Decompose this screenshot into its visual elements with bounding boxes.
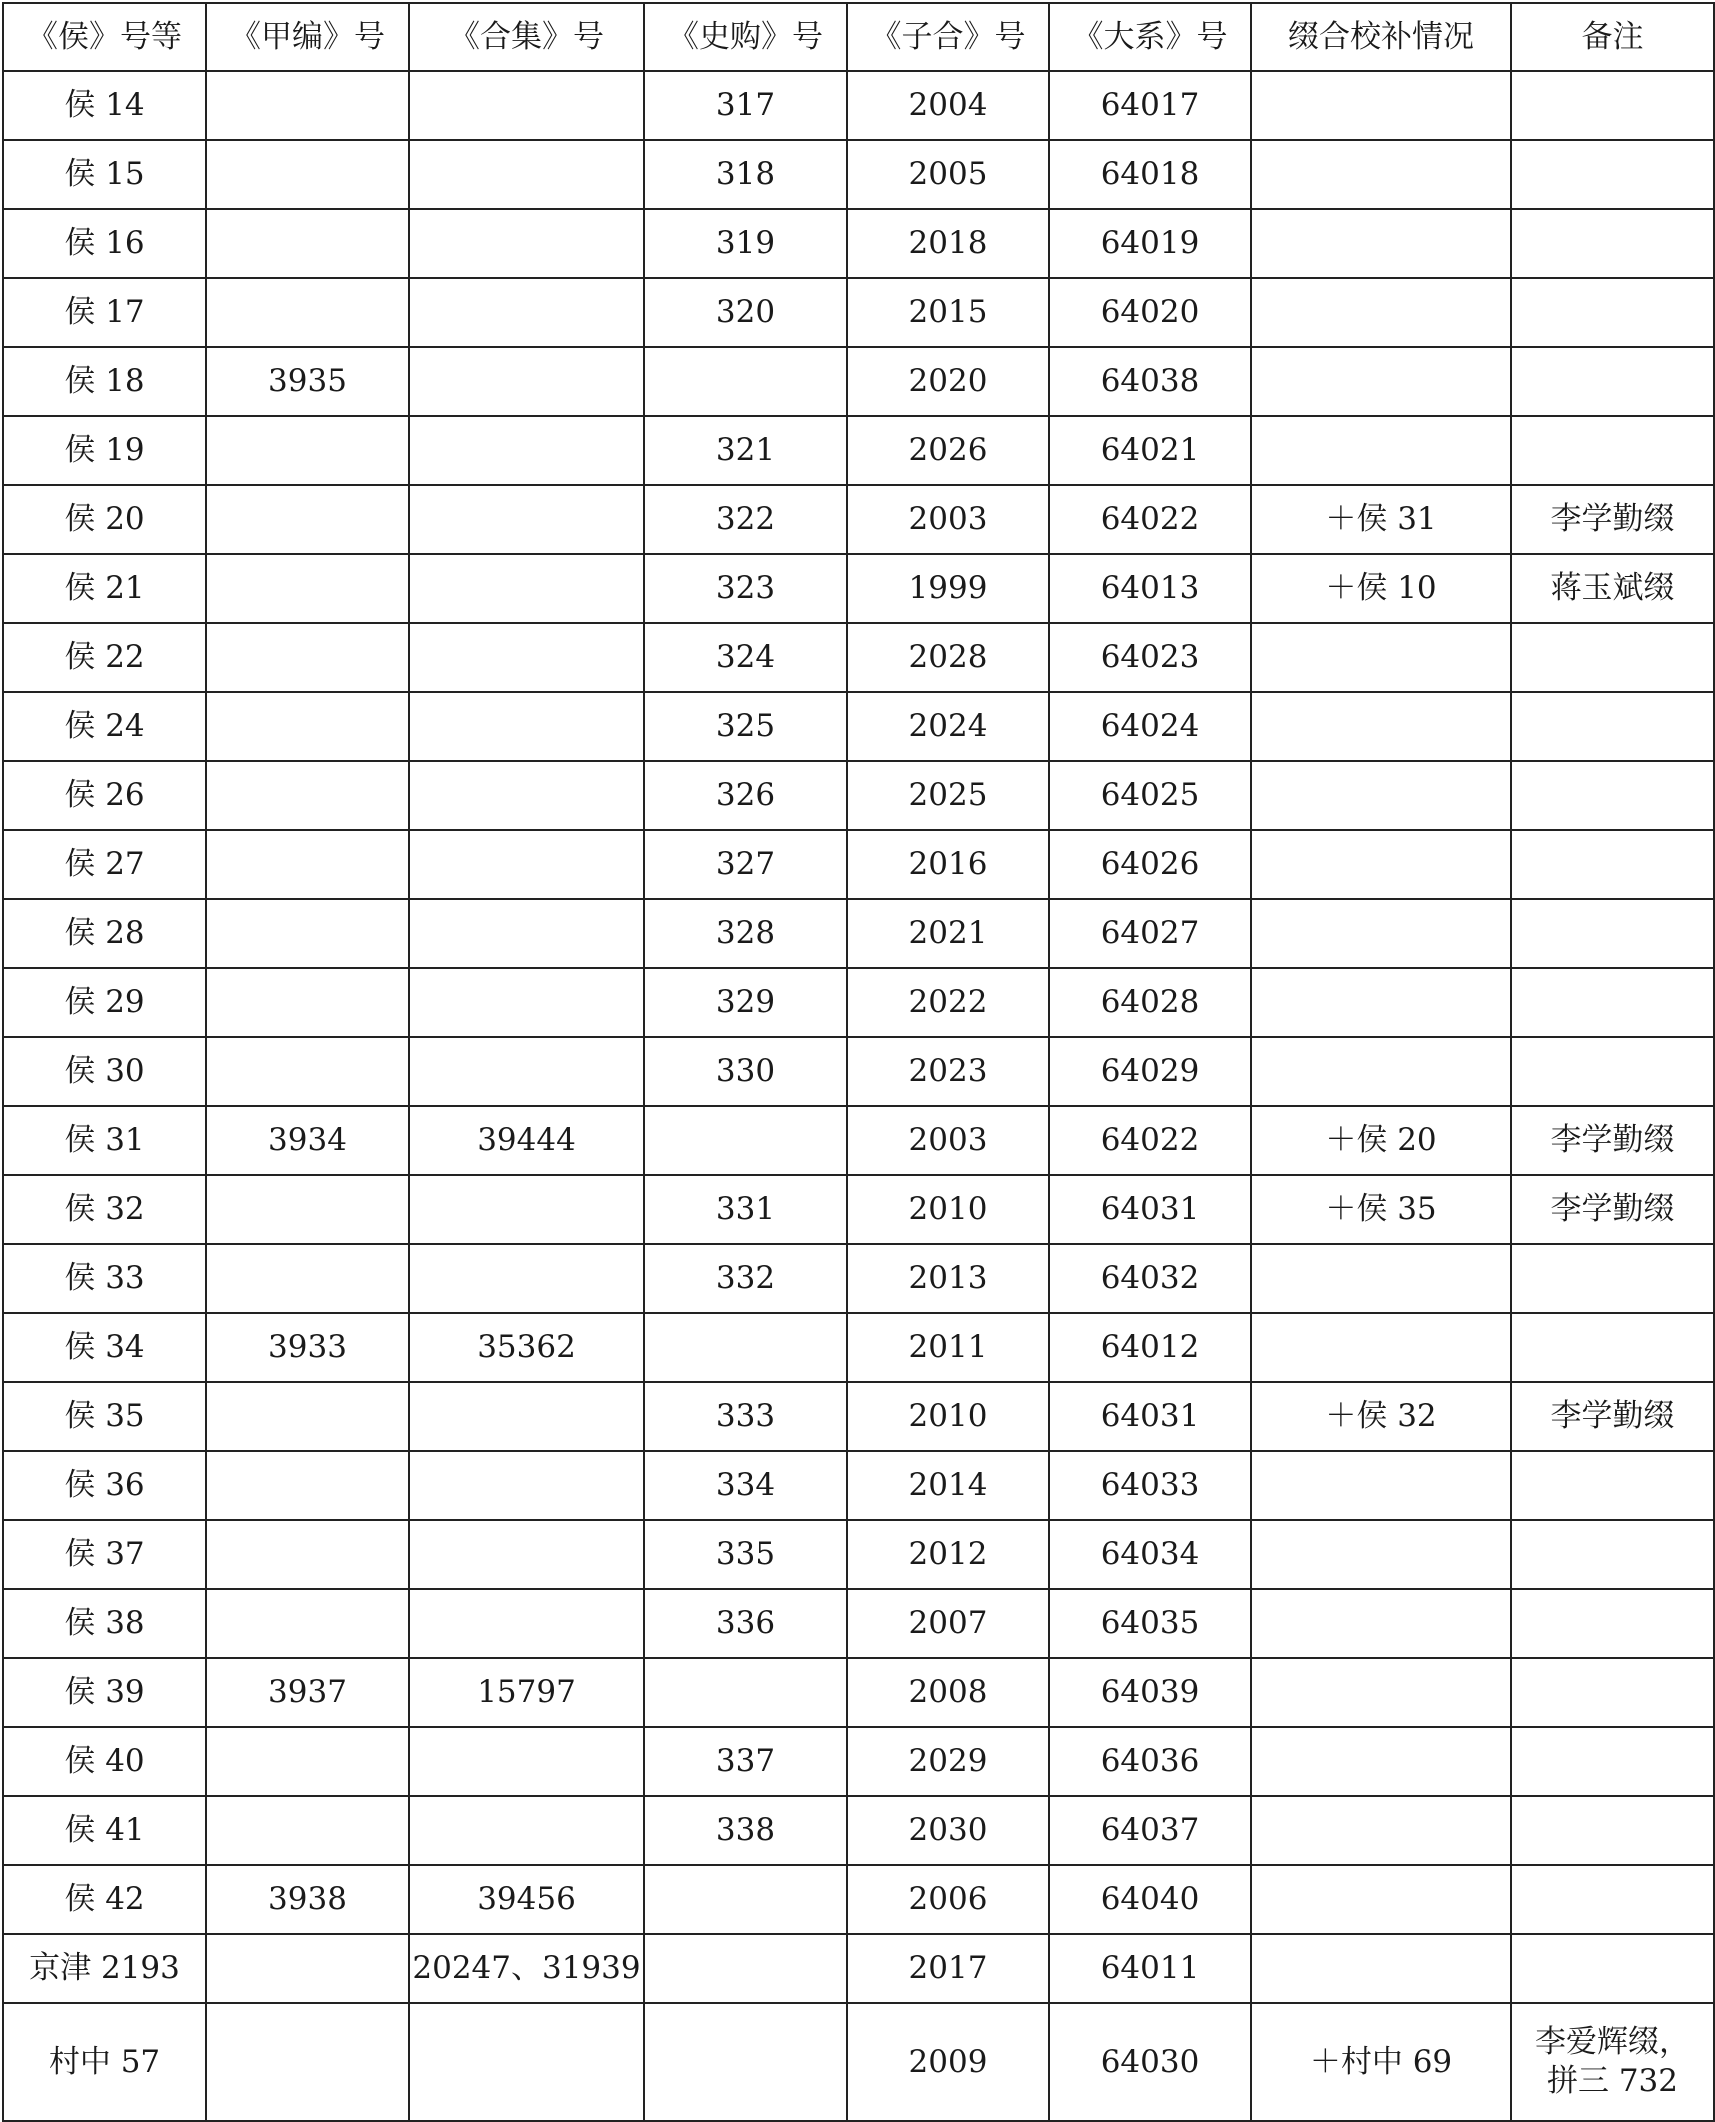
cell-remarks: 李爱辉缀， 拼三 732: [1511, 2003, 1714, 2121]
cell-daxi-number: 64038: [1049, 347, 1251, 416]
cell-heji-number: [409, 899, 644, 968]
cell-zihe-number: 2012: [847, 1520, 1049, 1589]
cell-jiabian-number: 3935: [206, 347, 409, 416]
table-row: [3, 1244, 1714, 1313]
cell-zihe-number: 2030: [847, 1796, 1049, 1865]
cell-jiabian-number: [206, 1520, 409, 1589]
cell-hou-number: 侯 18: [3, 347, 206, 416]
cell-heji-number: [409, 2003, 644, 2121]
cell-heji-number: [409, 830, 644, 899]
cell-daxi-number: 64031: [1049, 1382, 1251, 1451]
cell-shigou-number: 338: [644, 1796, 847, 1865]
table-row: [3, 278, 1714, 347]
cell-heji-number: [409, 140, 644, 209]
cell-jiabian-number: [206, 1727, 409, 1796]
cell-rejoin-notes: [1251, 1313, 1511, 1382]
cell-heji-number: [409, 554, 644, 623]
cell-heji-number: 15797: [409, 1658, 644, 1727]
cell-daxi-number: 64025: [1049, 761, 1251, 830]
cell-jiabian-number: [206, 899, 409, 968]
table-row: [3, 209, 1714, 278]
cell-daxi-number: 64021: [1049, 416, 1251, 485]
cell-hou-number: 侯 22: [3, 623, 206, 692]
cell-hou-number: 侯 27: [3, 830, 206, 899]
cell-zihe-number: 2006: [847, 1865, 1049, 1934]
cell-rejoin-notes: [1251, 1589, 1511, 1658]
table-row: [3, 830, 1714, 899]
cell-daxi-number: 64013: [1049, 554, 1251, 623]
cell-zihe-number: 2018: [847, 209, 1049, 278]
cell-zihe-number: 2014: [847, 1451, 1049, 1520]
cell-daxi-number: 64034: [1049, 1520, 1251, 1589]
cell-remarks: 李学勤缀: [1511, 1382, 1714, 1451]
table-row: [3, 1037, 1714, 1106]
cell-jiabian-number: [206, 416, 409, 485]
cell-shigou-number: 319: [644, 209, 847, 278]
cell-shigou-number: 331: [644, 1175, 847, 1244]
cell-zihe-number: 2023: [847, 1037, 1049, 1106]
cell-rejoin-notes: [1251, 1934, 1511, 2003]
cell-daxi-number: 64036: [1049, 1727, 1251, 1796]
cell-heji-number: [409, 692, 644, 761]
cell-heji-number: [409, 761, 644, 830]
cell-rejoin-notes: ＋侯 35: [1251, 1175, 1511, 1244]
cell-jiabian-number: [206, 1037, 409, 1106]
cell-daxi-number: 64018: [1049, 140, 1251, 209]
cell-jiabian-number: [206, 2003, 409, 2121]
cell-shigou-number: 325: [644, 692, 847, 761]
cell-shigou-number: [644, 1313, 847, 1382]
cell-daxi-number: 64031: [1049, 1175, 1251, 1244]
cell-zihe-number: 2007: [847, 1589, 1049, 1658]
cell-shigou-number: [644, 1934, 847, 2003]
cell-shigou-number: 322: [644, 485, 847, 554]
cell-remarks: 李学勤缀: [1511, 1106, 1714, 1175]
cell-shigou-number: 330: [644, 1037, 847, 1106]
cell-zihe-number: 1999: [847, 554, 1049, 623]
cell-daxi-number: 64022: [1049, 1106, 1251, 1175]
cell-jiabian-number: [206, 71, 409, 140]
cell-remarks: [1511, 1865, 1714, 1934]
cell-heji-number: [409, 1037, 644, 1106]
cell-zihe-number: 2020: [847, 347, 1049, 416]
cell-remarks: [1511, 1727, 1714, 1796]
cell-shigou-number: 332: [644, 1244, 847, 1313]
table-row: [3, 140, 1714, 209]
header-zihe-number: 《子合》号: [847, 3, 1049, 71]
cell-rejoin-notes: ＋侯 32: [1251, 1382, 1511, 1451]
cell-daxi-number: 64017: [1049, 71, 1251, 140]
cell-jiabian-number: 3933: [206, 1313, 409, 1382]
cell-heji-number: [409, 209, 644, 278]
cell-remarks: [1511, 1244, 1714, 1313]
table-row: [3, 1382, 1714, 1451]
cell-hou-number: 村中 57: [3, 2003, 206, 2121]
cell-remarks: [1511, 209, 1714, 278]
cell-hou-number: 侯 34: [3, 1313, 206, 1382]
cell-rejoin-notes: [1251, 623, 1511, 692]
cell-hou-number: 侯 36: [3, 1451, 206, 1520]
cell-remarks: [1511, 623, 1714, 692]
header-row: [3, 3, 1714, 71]
table-row: [3, 1796, 1714, 1865]
cell-hou-number: 侯 33: [3, 1244, 206, 1313]
table-row: [3, 554, 1714, 623]
cell-zihe-number: 2010: [847, 1175, 1049, 1244]
cell-shigou-number: 324: [644, 623, 847, 692]
cell-hou-number: 侯 37: [3, 1520, 206, 1589]
table-row: [3, 899, 1714, 968]
cell-hou-number: 侯 32: [3, 1175, 206, 1244]
cell-zihe-number: 2003: [847, 1106, 1049, 1175]
cell-remarks: [1511, 1451, 1714, 1520]
cell-rejoin-notes: [1251, 761, 1511, 830]
cell-shigou-number: 329: [644, 968, 847, 1037]
cell-jiabian-number: [206, 1382, 409, 1451]
cell-daxi-number: 64024: [1049, 692, 1251, 761]
cell-shigou-number: 321: [644, 416, 847, 485]
cell-zihe-number: 2022: [847, 968, 1049, 1037]
cell-zihe-number: 2021: [847, 899, 1049, 968]
cell-jiabian-number: [206, 692, 409, 761]
cell-shigou-number: 327: [644, 830, 847, 899]
cell-jiabian-number: [206, 554, 409, 623]
table-row: [3, 761, 1714, 830]
cell-heji-number: [409, 347, 644, 416]
table-row: [3, 2003, 1714, 2121]
cell-hou-number: 侯 35: [3, 1382, 206, 1451]
cell-shigou-number: 317: [644, 71, 847, 140]
cell-jiabian-number: [206, 1175, 409, 1244]
cell-daxi-number: 64040: [1049, 1865, 1251, 1934]
cell-heji-number: [409, 1589, 644, 1658]
table-row: [3, 1727, 1714, 1796]
cell-rejoin-notes: [1251, 209, 1511, 278]
cell-rejoin-notes: ＋侯 31: [1251, 485, 1511, 554]
cell-hou-number: 侯 30: [3, 1037, 206, 1106]
cell-heji-number: 39444: [409, 1106, 644, 1175]
table-row: [3, 1934, 1714, 2003]
cell-rejoin-notes: [1251, 140, 1511, 209]
cell-remarks: [1511, 968, 1714, 1037]
table-row: [3, 623, 1714, 692]
cell-remarks: [1511, 830, 1714, 899]
cell-hou-number: 侯 21: [3, 554, 206, 623]
cell-remarks: [1511, 347, 1714, 416]
table-row: [3, 485, 1714, 554]
cell-rejoin-notes: [1251, 899, 1511, 968]
cell-rejoin-notes: [1251, 1520, 1511, 1589]
cell-shigou-number: 318: [644, 140, 847, 209]
cell-jiabian-number: [206, 1934, 409, 2003]
cell-daxi-number: 64026: [1049, 830, 1251, 899]
cell-rejoin-notes: ＋侯 20: [1251, 1106, 1511, 1175]
table-row: [3, 1175, 1714, 1244]
cell-hou-number: 侯 39: [3, 1658, 206, 1727]
cell-jiabian-number: [206, 761, 409, 830]
table-row: [3, 1451, 1714, 1520]
cell-shigou-number: [644, 1865, 847, 1934]
cell-zihe-number: 2004: [847, 71, 1049, 140]
cell-jiabian-number: [206, 1589, 409, 1658]
cell-zihe-number: 2016: [847, 830, 1049, 899]
header-daxi-number: 《大系》号: [1049, 3, 1251, 71]
table-row: [3, 1658, 1714, 1727]
cell-heji-number: [409, 968, 644, 1037]
cell-rejoin-notes: [1251, 968, 1511, 1037]
cell-zihe-number: 2009: [847, 2003, 1049, 2121]
cell-hou-number: 侯 20: [3, 485, 206, 554]
table-row: [3, 692, 1714, 761]
cell-shigou-number: 337: [644, 1727, 847, 1796]
cell-remarks: [1511, 1796, 1714, 1865]
cell-jiabian-number: [206, 1244, 409, 1313]
catalog-table: [2, 2, 1715, 2122]
cell-rejoin-notes: [1251, 416, 1511, 485]
cell-shigou-number: 334: [644, 1451, 847, 1520]
cell-zihe-number: 2010: [847, 1382, 1049, 1451]
cell-remarks: [1511, 71, 1714, 140]
cell-zihe-number: 2011: [847, 1313, 1049, 1382]
cell-shigou-number: 323: [644, 554, 847, 623]
cell-remarks: [1511, 1934, 1714, 2003]
table-row: [3, 347, 1714, 416]
cell-rejoin-notes: [1251, 1796, 1511, 1865]
table-header: [3, 3, 1714, 71]
cell-shigou-number: 333: [644, 1382, 847, 1451]
cell-jiabian-number: [206, 278, 409, 347]
cell-heji-number: [409, 1382, 644, 1451]
cell-hou-number: 侯 16: [3, 209, 206, 278]
cell-remarks: [1511, 1658, 1714, 1727]
cell-zihe-number: 2013: [847, 1244, 1049, 1313]
cell-daxi-number: 64033: [1049, 1451, 1251, 1520]
cell-shigou-number: 336: [644, 1589, 847, 1658]
header-hou-number: 《侯》号等: [3, 3, 206, 71]
cell-heji-number: [409, 1520, 644, 1589]
cell-shigou-number: [644, 2003, 847, 2121]
cell-jiabian-number: [206, 140, 409, 209]
cell-rejoin-notes: [1251, 347, 1511, 416]
cell-jiabian-number: [206, 485, 409, 554]
cell-rejoin-notes: [1251, 278, 1511, 347]
cell-daxi-number: 64019: [1049, 209, 1251, 278]
cell-shigou-number: 326: [644, 761, 847, 830]
cell-hou-number: 侯 42: [3, 1865, 206, 1934]
cell-heji-number: [409, 623, 644, 692]
cell-remarks: [1511, 278, 1714, 347]
cell-hou-number: 侯 17: [3, 278, 206, 347]
cell-hou-number: 侯 28: [3, 899, 206, 968]
cell-shigou-number: 320: [644, 278, 847, 347]
cell-hou-number: 侯 31: [3, 1106, 206, 1175]
cell-shigou-number: 335: [644, 1520, 847, 1589]
header-heji-number: 《合集》号: [409, 3, 644, 71]
cell-zihe-number: 2029: [847, 1727, 1049, 1796]
cell-heji-number: [409, 416, 644, 485]
cell-rejoin-notes: [1251, 1037, 1511, 1106]
table-row: [3, 1520, 1714, 1589]
cell-hou-number: 侯 24: [3, 692, 206, 761]
cell-daxi-number: 64012: [1049, 1313, 1251, 1382]
table-row: [3, 1106, 1714, 1175]
header-jiabian-number: 《甲编》号: [206, 3, 409, 71]
cell-zihe-number: 2008: [847, 1658, 1049, 1727]
cell-zihe-number: 2015: [847, 278, 1049, 347]
cell-remarks: [1511, 1037, 1714, 1106]
table-body: [3, 71, 1714, 2121]
cell-zihe-number: 2003: [847, 485, 1049, 554]
cell-daxi-number: 64035: [1049, 1589, 1251, 1658]
cell-remarks: [1511, 692, 1714, 761]
cell-rejoin-notes: [1251, 830, 1511, 899]
cell-remarks: [1511, 1589, 1714, 1658]
cell-rejoin-notes: [1251, 71, 1511, 140]
cell-rejoin-notes: [1251, 1727, 1511, 1796]
cell-daxi-number: 64030: [1049, 2003, 1251, 2121]
cell-remarks: 李学勤缀: [1511, 1175, 1714, 1244]
cell-rejoin-notes: ＋村中 69: [1251, 2003, 1511, 2121]
cell-remarks: 蒋玉斌缀: [1511, 554, 1714, 623]
header-remarks: 备注: [1511, 3, 1714, 71]
cell-jiabian-number: 3937: [206, 1658, 409, 1727]
table-row: [3, 1865, 1714, 1934]
cell-remarks: [1511, 1313, 1714, 1382]
cell-heji-number: [409, 1796, 644, 1865]
cell-jiabian-number: [206, 968, 409, 1037]
table-row: [3, 968, 1714, 1037]
cell-shigou-number: [644, 1658, 847, 1727]
cell-rejoin-notes: [1251, 1451, 1511, 1520]
table-row: [3, 416, 1714, 485]
cell-daxi-number: 64039: [1049, 1658, 1251, 1727]
cell-jiabian-number: 3938: [206, 1865, 409, 1934]
cell-heji-number: 20247、31939: [409, 1934, 644, 2003]
cell-daxi-number: 64032: [1049, 1244, 1251, 1313]
cell-shigou-number: 328: [644, 899, 847, 968]
cell-remarks: [1511, 899, 1714, 968]
cell-daxi-number: 64037: [1049, 1796, 1251, 1865]
cell-daxi-number: 64023: [1049, 623, 1251, 692]
cell-heji-number: 35362: [409, 1313, 644, 1382]
cell-hou-number: 京津 2193: [3, 1934, 206, 2003]
cell-daxi-number: 64027: [1049, 899, 1251, 968]
cell-hou-number: 侯 26: [3, 761, 206, 830]
cell-remarks: 李学勤缀: [1511, 485, 1714, 554]
cell-hou-number: 侯 19: [3, 416, 206, 485]
table-row: [3, 1313, 1714, 1382]
table-row: [3, 1589, 1714, 1658]
cell-daxi-number: 64020: [1049, 278, 1251, 347]
cell-hou-number: 侯 14: [3, 71, 206, 140]
cell-heji-number: [409, 1451, 644, 1520]
cell-daxi-number: 64028: [1049, 968, 1251, 1037]
cell-remarks: [1511, 761, 1714, 830]
cell-shigou-number: [644, 347, 847, 416]
cell-zihe-number: 2028: [847, 623, 1049, 692]
cell-heji-number: [409, 278, 644, 347]
cell-heji-number: [409, 1175, 644, 1244]
cell-hou-number: 侯 40: [3, 1727, 206, 1796]
cell-heji-number: [409, 485, 644, 554]
cell-hou-number: 侯 29: [3, 968, 206, 1037]
cell-hou-number: 侯 15: [3, 140, 206, 209]
cell-jiabian-number: [206, 1796, 409, 1865]
cell-zihe-number: 2024: [847, 692, 1049, 761]
header-rejoin-notes: 缀合校补情况: [1251, 3, 1511, 71]
cell-hou-number: 侯 41: [3, 1796, 206, 1865]
cell-rejoin-notes: [1251, 1865, 1511, 1934]
cell-jiabian-number: 3934: [206, 1106, 409, 1175]
cell-jiabian-number: [206, 830, 409, 899]
cell-hou-number: 侯 38: [3, 1589, 206, 1658]
cell-rejoin-notes: [1251, 1244, 1511, 1313]
cell-rejoin-notes: ＋侯 10: [1251, 554, 1511, 623]
cell-zihe-number: 2025: [847, 761, 1049, 830]
cell-daxi-number: 64022: [1049, 485, 1251, 554]
table-row: [3, 71, 1714, 140]
cell-shigou-number: [644, 1106, 847, 1175]
cell-zihe-number: 2017: [847, 1934, 1049, 2003]
cell-heji-number: [409, 1727, 644, 1796]
cell-zihe-number: 2026: [847, 416, 1049, 485]
cell-remarks: [1511, 140, 1714, 209]
cell-heji-number: [409, 71, 644, 140]
cell-rejoin-notes: [1251, 692, 1511, 761]
header-shigou-number: 《史购》号: [644, 3, 847, 71]
cell-remarks: [1511, 416, 1714, 485]
cell-rejoin-notes: [1251, 1658, 1511, 1727]
cell-daxi-number: 64029: [1049, 1037, 1251, 1106]
cell-jiabian-number: [206, 1451, 409, 1520]
cell-heji-number: 39456: [409, 1865, 644, 1934]
cell-jiabian-number: [206, 209, 409, 278]
cell-daxi-number: 64011: [1049, 1934, 1251, 2003]
cell-heji-number: [409, 1244, 644, 1313]
cell-zihe-number: 2005: [847, 140, 1049, 209]
cell-jiabian-number: [206, 623, 409, 692]
cell-remarks: [1511, 1520, 1714, 1589]
